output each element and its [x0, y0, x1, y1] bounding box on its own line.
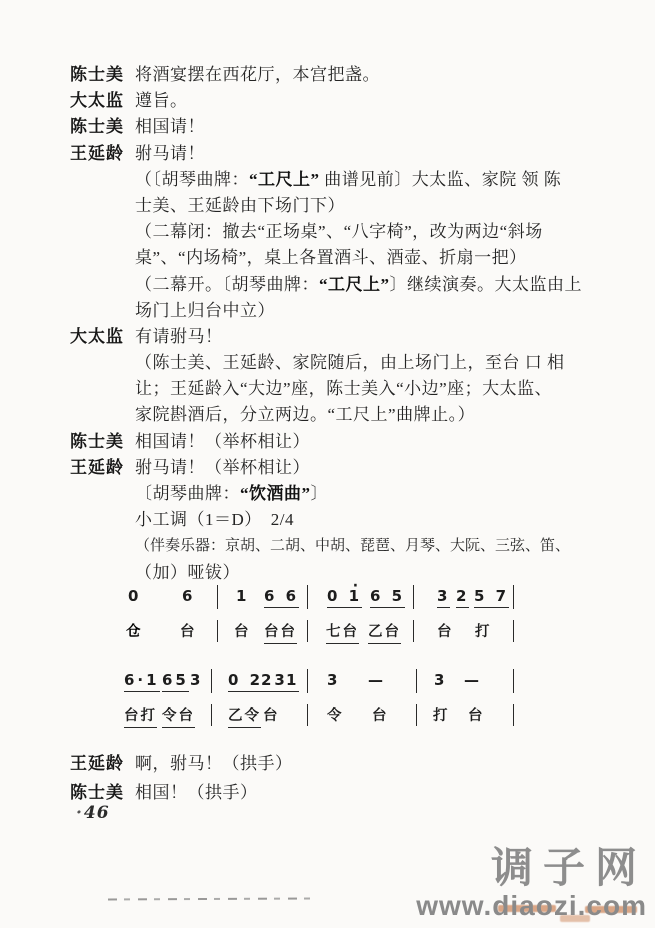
line-text-pre: 驸马请！ [135, 143, 205, 163]
line-text-pre: （陈士美、王延龄、家院随后，由上场门上，至台 口 相 [135, 353, 565, 373]
jianpu-note: 6 5 [370, 587, 405, 608]
script-line [70, 455, 630, 481]
measure-barline [217, 585, 218, 609]
script-line [70, 779, 630, 808]
jianpu-note: 3 [437, 587, 450, 608]
line-text [135, 484, 328, 503]
line-text [135, 783, 258, 802]
line-text-pre: （加）哑钹） [135, 562, 240, 582]
notes-row-1 [0, 587, 655, 617]
jianpu-note: 1 [236, 587, 250, 605]
measure-barline [217, 620, 218, 642]
script-text-block-after-music [70, 750, 630, 807]
speaker-name: 王延龄 [70, 754, 124, 773]
line-text [135, 405, 475, 424]
script-line [70, 402, 630, 428]
speaker-name: 王延龄 [70, 457, 124, 477]
script-line [70, 219, 630, 245]
script-line [70, 167, 630, 193]
measure-barline [413, 620, 414, 642]
line-text [135, 117, 205, 136]
jianpu-note: 6 [182, 587, 196, 605]
measure-barline [307, 704, 308, 726]
line-text [135, 196, 345, 215]
jianpu-note: 0 2 [228, 671, 263, 692]
script-line [70, 114, 630, 140]
percussion-syllable: 令台 [162, 704, 195, 728]
line-text-pre: 士美、王延龄由下场门下） [135, 195, 345, 215]
percussion-syllable: 台 [437, 624, 454, 640]
line-text [135, 301, 275, 320]
percussion-syllable: 打 [475, 624, 492, 640]
jianpu-note: 5 7 [474, 587, 509, 608]
notes-row-2 [0, 671, 655, 701]
line-text [135, 170, 561, 189]
percussion-syllable: 令 [327, 708, 344, 724]
measure-barline [513, 704, 514, 726]
percussion-syllable: 乙台 [368, 620, 401, 644]
speaker-name: 陈士美 [70, 65, 124, 84]
site-watermark [416, 846, 647, 922]
script-line [70, 272, 630, 298]
line-text-pre: 将酒宴摆在西花厅，本宫把盏。 [135, 65, 380, 84]
script-line [70, 376, 630, 402]
measure-barline [416, 704, 417, 726]
measure-barline [211, 704, 212, 726]
jianpu-note: 6·1 [124, 671, 160, 692]
measure-barline [307, 620, 308, 642]
watermark-site-name: 调子网 [490, 844, 647, 891]
qupai-title: “饮酒曲” [240, 484, 311, 503]
line-text [135, 353, 565, 372]
line-text [135, 432, 310, 451]
jianpu-note: 65 [162, 671, 189, 692]
line-text [135, 538, 570, 554]
line-text-pre: （二幕开。〔胡琴曲牌： [135, 274, 319, 294]
jianpu-note: 1 [286, 671, 299, 692]
line-text-pre: 家院斟酒后，分立两边。“工尺上”曲牌止。） [135, 405, 476, 425]
jianpu-note: — [368, 671, 386, 689]
speaker-name: 大太监 [70, 326, 124, 346]
jianpu-note: 23 [261, 671, 288, 692]
line-text-pre: 让；王延龄入“大边”座，陈士美入“小边”座；大太监、 [135, 379, 553, 399]
measure-barline [307, 585, 308, 609]
measure-barline [513, 669, 514, 693]
script-line [70, 481, 630, 507]
line-text [135, 222, 543, 241]
line-text-pre: 相国请！（举杯相让） [135, 431, 310, 451]
percussion-syllable: 台台 [264, 620, 297, 644]
line-text [135, 65, 380, 84]
line-text-pre: 遵旨。 [135, 91, 188, 111]
percussion-syllable: 乙令 [228, 704, 261, 728]
jianpu-note: 2 [456, 587, 469, 608]
script-line-key-signature [70, 507, 630, 533]
measure-barline [513, 620, 514, 642]
jianpu-note: 6 6 [264, 587, 299, 608]
line-text [135, 754, 293, 773]
speaker-name: 陈士美 [70, 782, 124, 802]
line-text-pre: 〔胡琴曲牌： [135, 484, 240, 503]
line-text [135, 248, 527, 267]
line-text-post: 曲谱见前〕大太监、家院 领 陈 [319, 169, 562, 189]
speaker-name: 王延龄 [70, 143, 124, 163]
measure-barline [413, 585, 414, 609]
jianpu-notation-block [0, 585, 655, 750]
line-text-pre: 有请驸马！ [135, 326, 223, 346]
line-text-pre: （二幕闭：撤去“正场桌”、“八字椅”，改为两边“斜场 [135, 222, 543, 242]
line-text-post: 〕继续演奏。大太监由上 [389, 274, 582, 294]
script-line [70, 560, 630, 586]
script-line-instruments [70, 533, 630, 559]
qupai-title: “工尺上” [319, 274, 390, 294]
measure-barline [307, 669, 308, 693]
jianpu-note: 3 [434, 671, 448, 689]
script-line [70, 350, 630, 376]
percussion-syllable: 台 [372, 708, 389, 724]
line-text-pre: 啊，驸马！（拱手） [135, 754, 293, 773]
scan-artifact-line [108, 897, 313, 900]
line-text [135, 327, 223, 346]
line-text-pre: 相国请！ [135, 117, 205, 137]
jianpu-note: 0 [128, 587, 142, 605]
line-text [135, 275, 582, 294]
percussion-syllable: 台 [180, 624, 197, 640]
line-text [135, 379, 552, 398]
measure-barline [416, 669, 417, 693]
percussion-syllable: 台打 [124, 704, 157, 728]
measure-barline [513, 585, 514, 609]
watermark-site-url: www.diaozi.com [416, 890, 647, 921]
script-line [70, 62, 630, 88]
jianpu-note: — [464, 671, 482, 689]
line-text-pre: （伴奏乐器：京胡、二胡、中胡、琵琶、月琴、大阮、三弦、笛、 [135, 538, 571, 555]
line-text [135, 458, 310, 477]
line-text [135, 91, 188, 110]
page-number: · 46 [76, 803, 110, 823]
script-line [70, 750, 630, 779]
line-text-pre: 场门上归台中立） [135, 300, 275, 320]
line-text-pre: 桌”、“内场椅”，桌上各置酒斗、酒壶、折扇一把） [135, 248, 527, 268]
jianpu-note: 3 [327, 671, 341, 689]
line-text-pre: （〔胡琴曲牌： [135, 169, 249, 189]
script-text-block [70, 62, 630, 586]
line-text [135, 563, 240, 582]
line-text [135, 144, 205, 163]
script-line [70, 88, 630, 114]
percussion-syllable: 仓 [126, 624, 143, 640]
line-text-post: 〕 [310, 484, 328, 503]
script-line [70, 324, 630, 350]
script-line [70, 429, 630, 455]
percussion-syllable: 七台 [326, 620, 359, 644]
speaker-name: 陈士美 [70, 117, 124, 137]
speaker-name: 陈士美 [70, 431, 124, 451]
script-line [70, 298, 630, 324]
percussion-syllable: 台 [468, 708, 485, 724]
measure-barline [211, 669, 212, 693]
script-line [70, 193, 630, 219]
line-text-pre: 相国！（拱手） [135, 782, 258, 802]
jianpu-note: 0 1 · [327, 587, 362, 608]
qupai-title: “工尺上” [249, 169, 320, 189]
percussion-syllable: 台 [234, 624, 251, 640]
speaker-name: 大太监 [70, 91, 124, 111]
percussion-row-1 [0, 620, 655, 650]
line-text-pre: 小工调（1＝D） 2/4 [135, 510, 294, 530]
percussion-row-2 [0, 704, 655, 734]
line-text-pre: 驸马请！（举杯相让） [135, 457, 310, 477]
jianpu-note: 3 [190, 671, 204, 689]
line-text [135, 510, 294, 529]
percussion-syllable: 打 [433, 708, 450, 724]
script-line [70, 141, 630, 167]
script-line [70, 245, 630, 271]
percussion-syllable: 台 [263, 708, 280, 724]
